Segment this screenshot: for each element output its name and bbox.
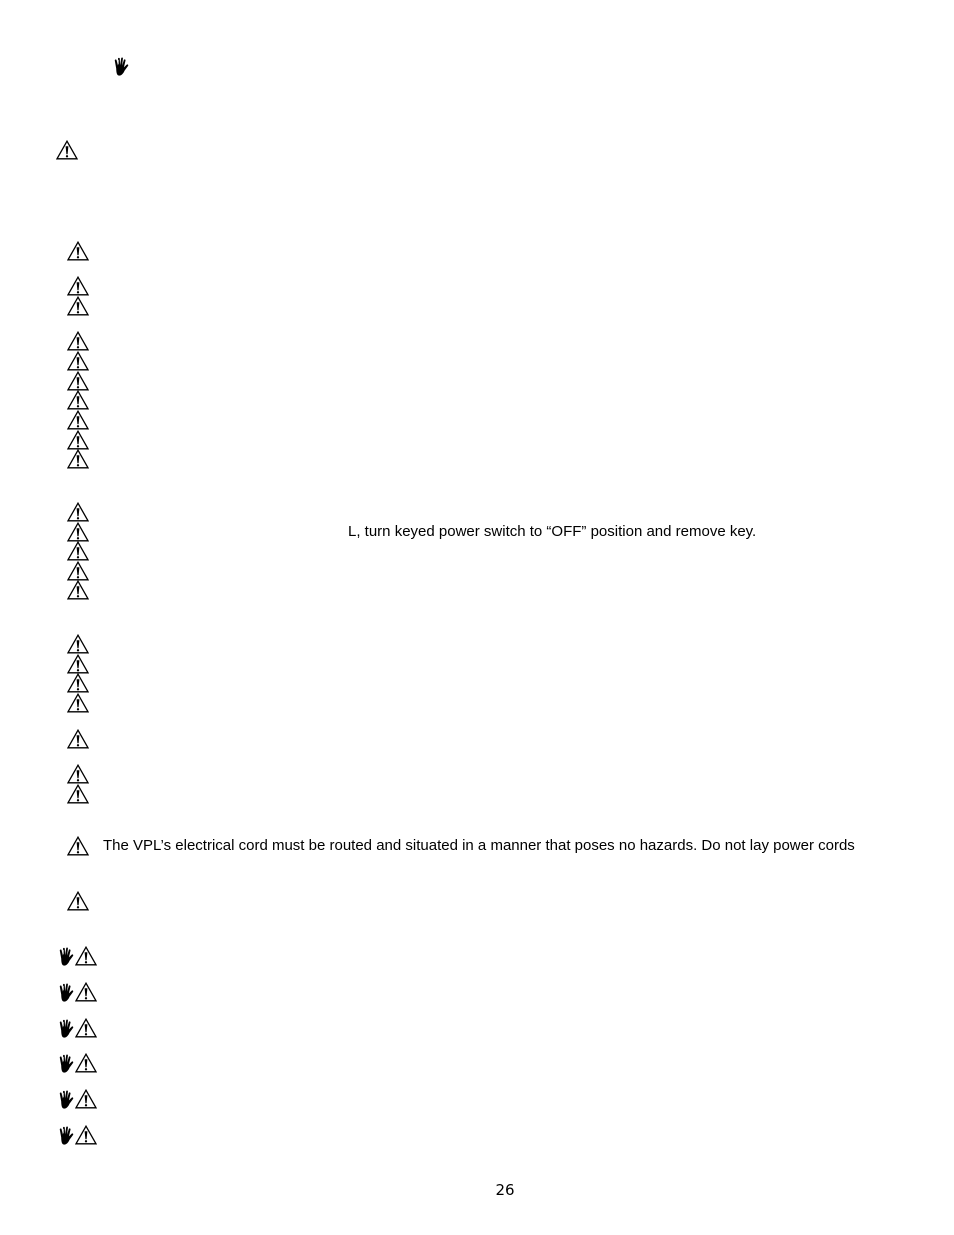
stop-hand-icon (56, 1053, 76, 1074)
warning-triangle-icon (67, 836, 89, 856)
warning-triangle-icon (67, 410, 89, 430)
stop-hand-icon (111, 56, 131, 77)
warning-triangle-icon (75, 946, 97, 966)
warning-triangle-icon (67, 430, 89, 450)
stop-hand-icon (56, 1089, 76, 1110)
warning-triangle-icon (56, 140, 78, 160)
warning-triangle-icon (67, 371, 89, 391)
warning-triangle-icon (75, 1089, 97, 1109)
warning-triangle-icon (67, 522, 89, 542)
warning-triangle-icon (67, 296, 89, 316)
warning-triangle-icon (67, 693, 89, 713)
warning-triangle-icon (67, 502, 89, 522)
stop-hand-icon (56, 982, 76, 1003)
warning-triangle-icon (67, 331, 89, 351)
key-switch-instruction: L, turn keyed power switch to “OFF” position and remove key. (348, 523, 757, 540)
warning-triangle-icon (67, 449, 89, 469)
warning-triangle-icon (67, 654, 89, 674)
warning-triangle-icon (67, 673, 89, 693)
stop-hand-icon (56, 1125, 76, 1146)
warning-triangle-icon (75, 1053, 97, 1073)
warning-triangle-icon (67, 729, 89, 749)
warning-triangle-icon (67, 390, 89, 410)
warning-triangle-icon (67, 276, 89, 296)
stop-hand-icon (56, 1018, 76, 1039)
warning-triangle-icon (75, 982, 97, 1002)
warning-triangle-icon (67, 561, 89, 581)
warning-triangle-icon (67, 541, 89, 561)
warning-triangle-icon (75, 1125, 97, 1145)
warning-triangle-icon (67, 634, 89, 654)
stop-hand-icon (56, 946, 76, 967)
warning-triangle-icon (75, 1018, 97, 1038)
warning-triangle-icon (67, 891, 89, 911)
power-cord-instruction: The VPL’s electrical cord must be routed and situated in a manner that poses no hazards. Do not lay power cords (103, 837, 855, 854)
page-number: 26 (495, 1181, 515, 1199)
warning-triangle-icon (67, 351, 89, 371)
warning-triangle-icon (67, 764, 89, 784)
warning-triangle-icon (67, 784, 89, 804)
warning-triangle-icon (67, 241, 89, 261)
warning-triangle-icon (67, 580, 89, 600)
